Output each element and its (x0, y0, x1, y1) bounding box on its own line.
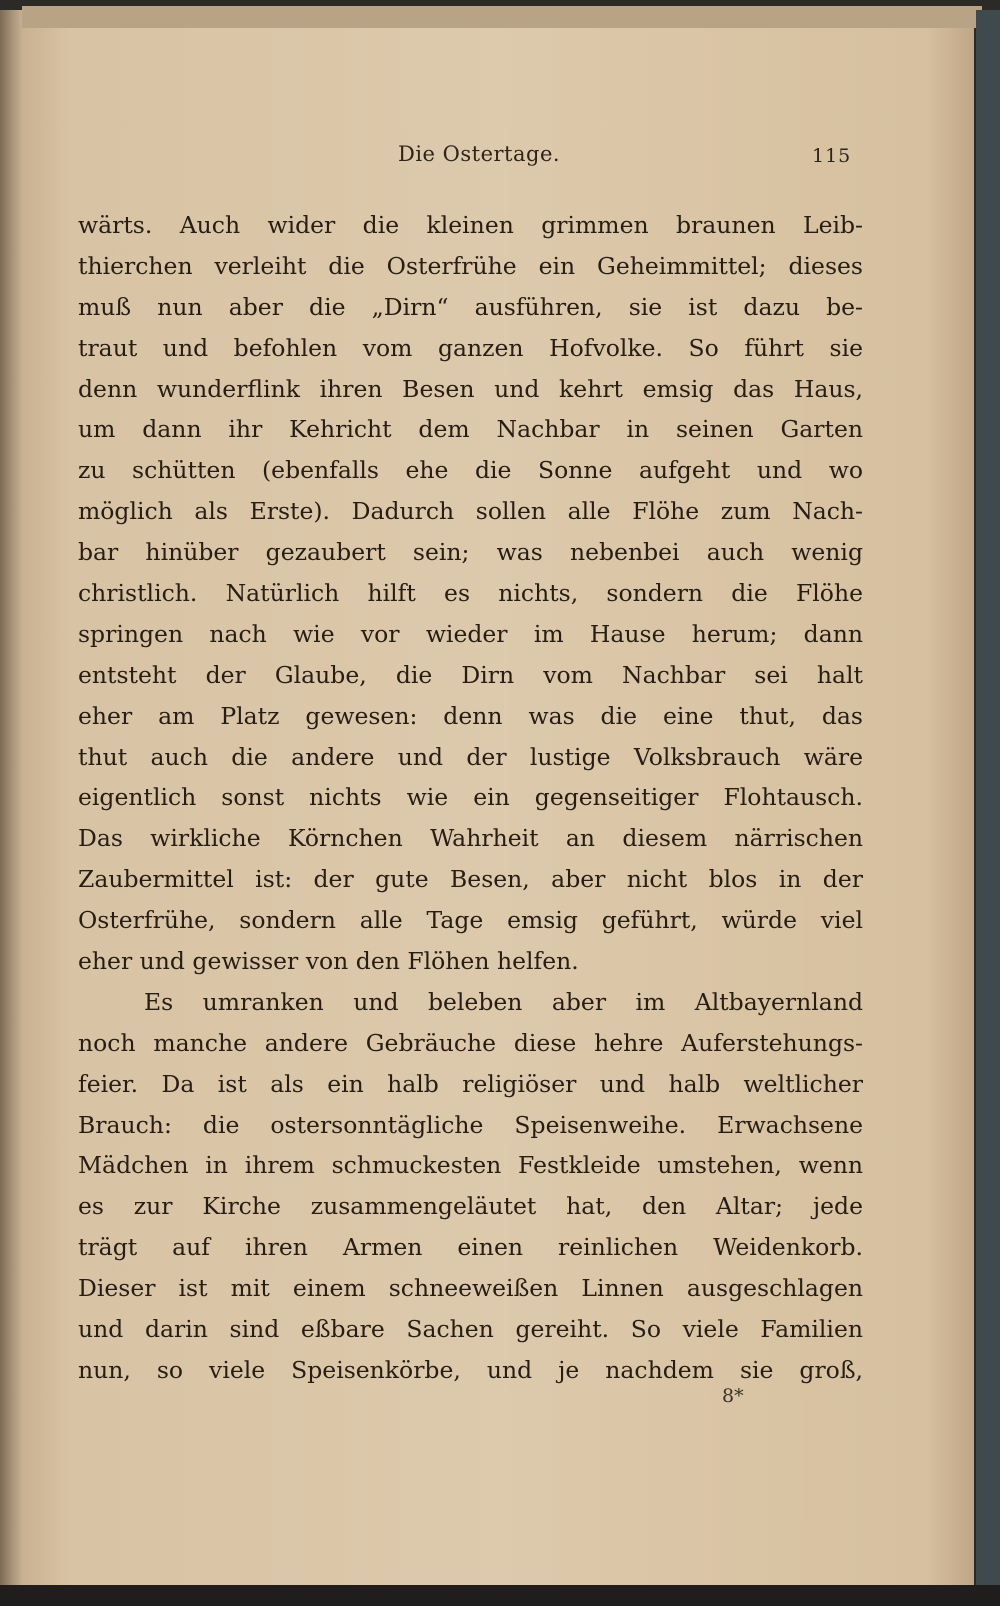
text-line: trägt auf ihren Armen einen reinlichen Weidenkorb. (78, 1233, 863, 1262)
text-line: um dann ihr Kehricht dem Nachbar in seinen Garten (78, 415, 863, 444)
text-line: Dieser ist mit einem schneeweißen Linnen ausgeschlagen (78, 1274, 863, 1303)
text-line: Mädchen in ihrem schmuckesten Festkleide umstehen, wenn (78, 1151, 863, 1180)
page-header (22, 142, 962, 178)
text-line: es zur Kirche zusammengeläutet hat, den Altar; jede (78, 1192, 863, 1221)
bottom-shadow (0, 1585, 1000, 1606)
text-line: traut und befohlen vom ganzen Hofvolke. So führt sie (78, 333, 863, 362)
text-line: eher am Platz gewesen: denn was die eine thut, das (78, 701, 863, 730)
left-page-edge (0, 10, 24, 1585)
text-line: möglich als Erste). Dadurch sollen alle Flöhe zum Nach- (78, 497, 863, 526)
text-line: Das wirkliche Körnchen Wahrheit an diesem närrischen (78, 824, 863, 853)
text-line: feier. Da ist als ein halb religiöser und halb weltlicher (78, 1069, 863, 1098)
right-cover-edge (976, 10, 1000, 1600)
text-line: noch manche andere Gebräuche diese hehre Auferstehungs- (78, 1028, 863, 1057)
text-line: bar hinüber gezaubert sein; was nebenbei auch wenig (78, 538, 863, 567)
text-line: eher und gewisser von den Flöhen helfen. (78, 947, 579, 976)
text-line: muß nun aber die „Dirn“ ausführen, sie ist dazu be- (78, 292, 863, 321)
text-line: nun, so viele Speisenkörbe, und je nachdem sie groß, (78, 1355, 863, 1384)
text-line: entsteht der Glaube, die Dirn vom Nachbar sei halt (78, 660, 863, 689)
text-line: denn wunderflink ihren Besen und kehrt emsig das Haus, (78, 374, 863, 403)
text-line: Brauch: die ostersonntägliche Speisenweihe. Erwachsene (78, 1110, 863, 1139)
text-line: Es umranken und beleben aber im Altbayernland (144, 987, 863, 1016)
text-line: zu schütten (ebenfalls ehe die Sonne aufgeht und wo (78, 456, 863, 485)
book-page (22, 10, 972, 1585)
text-line: eigentlich sonst nichts wie ein gegenseitiger Flohtausch. (78, 783, 863, 812)
signature-mark: 8* (722, 1385, 744, 1407)
text-line: springen nach wie vor wieder im Hause herum; dann (78, 619, 863, 648)
page-number: 115 (812, 145, 852, 167)
text-line: christlich. Natürlich hilft es nichts, sondern die Flöhe (78, 579, 863, 608)
text-line: und darin sind eßbare Sachen gereiht. So viele Familien (78, 1315, 863, 1344)
text-line: thierchen verleiht die Osterfrühe ein Geheimmittel; dieses (78, 251, 863, 280)
text-line: Osterfrühe, sondern alle Tage emsig geführt, würde viel (78, 906, 863, 935)
text-line: thut auch die andere und der lustige Volksbrauch wäre (78, 742, 863, 771)
body-text (78, 205, 863, 1391)
running-head: Die Ostertage. (398, 142, 561, 166)
text-line: Zaubermittel ist: der gute Besen, aber nicht blos in der (78, 865, 863, 894)
text-line: wärts. Auch wider die kleinen grimmen braunen Leib- (78, 211, 863, 239)
